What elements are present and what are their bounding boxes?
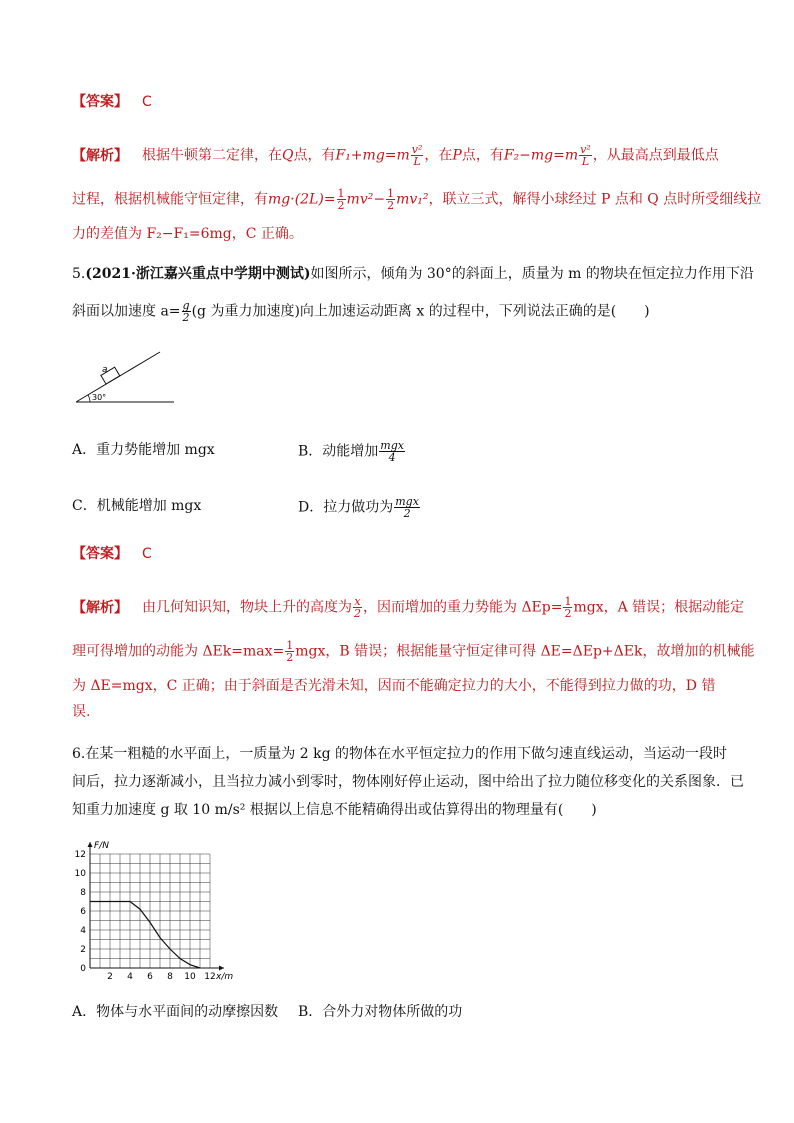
text: D．拉力做功为 bbox=[298, 499, 394, 516]
angle-label: 30° bbox=[92, 393, 107, 402]
fraction bbox=[353, 596, 362, 619]
chart-grid bbox=[90, 854, 210, 968]
q6-stem-line-2: 间后，拉力逐渐减小，且当拉力减小到零时，物体刚好停止运动，图中给出了拉力随位移变化的关系图象．已 bbox=[72, 774, 744, 790]
q6-option-b: B．合外力对物体所做的功 bbox=[298, 1004, 463, 1020]
q4-analysis-line-2 bbox=[72, 188, 761, 211]
y-tick-label: 8 bbox=[80, 888, 86, 898]
text: 理可得增加的动能为 ΔEk=max= bbox=[72, 643, 285, 660]
analysis-tag: 【解析】 bbox=[72, 599, 128, 616]
denominator: 2 bbox=[182, 311, 190, 324]
fraction bbox=[337, 188, 346, 211]
q4-analysis-line-1 bbox=[72, 144, 719, 167]
text: mgx，B 错误；根据能量守恒定律可得 ΔE=ΔEp+ΔEk，故增加的机械能 bbox=[295, 643, 755, 660]
accel-label: a bbox=[102, 365, 108, 375]
y-tick-label: 0 bbox=[80, 964, 86, 974]
denominator: 2 bbox=[387, 199, 395, 212]
equation: F₁+mg=m bbox=[335, 147, 410, 164]
answer-tag: 【答案】 bbox=[72, 546, 128, 562]
denominator: 2 bbox=[403, 507, 411, 520]
q4-analysis-line-3: 力的差值为 F₂−F₁=6mg，C 正确。 bbox=[72, 226, 303, 242]
q5-stem-line-2 bbox=[72, 300, 650, 323]
text: 如图所示，倾角为 30°的斜面上，质量为 m 的物块在恒定拉力作用下沿 bbox=[310, 266, 754, 282]
y-axis-label: F/N bbox=[94, 841, 109, 851]
text: 过程，根据机械能守恒定律，有 bbox=[72, 191, 268, 208]
q4-answer-line bbox=[72, 92, 152, 112]
q5-analysis-line-3: 为 ΔE=mgx，C 正确；由于斜面是否光滑未知，因而不能确定拉力的大小，不能得到拉力做的功，D 错 bbox=[72, 678, 716, 694]
question-number: 5. bbox=[72, 266, 86, 282]
text: (g 为重力加速度)向上加速运动距离 x 的过程中，下列说法正确的是( ) bbox=[191, 303, 650, 320]
q5-analysis-line-1 bbox=[72, 596, 744, 619]
fraction bbox=[411, 144, 424, 167]
text: P bbox=[452, 147, 462, 164]
question-source: (2021·浙江嘉兴重点中学期中测试) bbox=[85, 266, 311, 282]
denominator: 2 bbox=[564, 607, 572, 620]
q5-analysis-line-2 bbox=[72, 640, 754, 663]
equation: mv²− bbox=[346, 191, 386, 208]
numerator: 1 bbox=[564, 595, 572, 608]
q5-option-a: A．重力势能增加 mgx bbox=[72, 442, 215, 458]
text: ，联立三式，解得小球经过 P 点和 Q 点时所受细线拉 bbox=[428, 191, 762, 208]
equation: F₂−mg=m bbox=[503, 147, 579, 164]
numerator: v² bbox=[580, 143, 591, 156]
fraction bbox=[394, 496, 420, 519]
numerator: v² bbox=[411, 143, 423, 156]
y-tick-label: 2 bbox=[80, 945, 86, 955]
equation: mg·(2L)= bbox=[268, 191, 336, 208]
denominator: L bbox=[413, 155, 421, 168]
fraction bbox=[182, 300, 191, 323]
numerator: mgx bbox=[380, 439, 404, 452]
fraction bbox=[379, 440, 405, 463]
answer-value: C bbox=[142, 94, 152, 110]
denominator: L bbox=[581, 155, 590, 168]
equation: mv₁² bbox=[396, 191, 429, 208]
x-axis-label: x/m bbox=[216, 972, 234, 982]
q5-answer-line bbox=[72, 544, 152, 564]
numerator: x bbox=[354, 595, 361, 608]
force-curve bbox=[90, 902, 200, 969]
text: 由几何知识知，物块上升的高度为 bbox=[142, 599, 352, 616]
x-tick-label: 4 bbox=[127, 972, 133, 982]
y-tick-label: 10 bbox=[74, 869, 86, 879]
q6-stem-line-3: 知重力加速度 g 取 10 m/s² 根据以上信息不能精确得出或估算得出的物理量有( ) bbox=[72, 802, 597, 818]
numerator: g bbox=[182, 299, 190, 312]
x-tick-label: 12 bbox=[204, 972, 216, 982]
q5-option-d bbox=[298, 496, 421, 519]
fraction bbox=[563, 596, 572, 619]
q6-option-a: A．物体与水平面间的动摩擦因数 bbox=[72, 1004, 279, 1020]
force-displacement-chart bbox=[60, 834, 250, 984]
y-tick-label: 4 bbox=[80, 926, 86, 936]
fraction bbox=[386, 188, 395, 211]
chart-axes bbox=[88, 842, 225, 971]
x-axis-arrow bbox=[219, 966, 224, 971]
text: B．动能增加 bbox=[298, 443, 379, 460]
x-tick-label: 2 bbox=[107, 972, 113, 982]
x-tick-label: 6 bbox=[147, 972, 153, 982]
q5-stem-line-1 bbox=[72, 264, 754, 284]
q5-option-b bbox=[298, 440, 406, 463]
text: ，在 bbox=[424, 147, 453, 164]
numerator: 1 bbox=[387, 187, 395, 200]
text: 点，有 bbox=[461, 147, 504, 164]
denominator: 2 bbox=[286, 651, 294, 664]
fraction bbox=[285, 640, 294, 663]
q6-stem-line-1: 6.在某一粗糙的水平面上，一质量为 2 kg 的物体在水平恒定拉力的作用下做匀速直线运动，当运动一段时 bbox=[72, 746, 728, 762]
incline-figure bbox=[72, 344, 182, 408]
angle-arc bbox=[88, 395, 90, 402]
y-tick-label: 6 bbox=[80, 907, 86, 917]
numerator: mgx bbox=[395, 495, 419, 508]
text: 斜面以加速度 a= bbox=[72, 303, 181, 320]
q5-option-c: C．机械能增加 mgx bbox=[72, 498, 202, 514]
y-tick-label: 12 bbox=[74, 850, 86, 860]
x-tick-label: 8 bbox=[167, 972, 173, 982]
fraction bbox=[579, 144, 592, 167]
answer-tag: 【答案】 bbox=[72, 94, 128, 110]
text: Q bbox=[282, 147, 294, 164]
y-axis-arrow bbox=[88, 842, 93, 847]
numerator: 1 bbox=[286, 639, 294, 652]
text: mgx，A 错误；根据动能定 bbox=[573, 599, 745, 616]
x-tick-label: 10 bbox=[184, 972, 196, 982]
answer-value: C bbox=[142, 546, 152, 562]
denominator: 4 bbox=[388, 451, 396, 464]
numerator: 1 bbox=[337, 187, 345, 200]
text: ，因而增加的重力势能为 ΔEp= bbox=[363, 599, 563, 616]
text: ，从最高点到最低点 bbox=[592, 147, 719, 164]
denominator: 2 bbox=[354, 607, 361, 620]
q5-analysis-line-4: 误. bbox=[72, 704, 91, 720]
text: 点，有 bbox=[293, 147, 336, 164]
denominator: 2 bbox=[337, 199, 345, 212]
text: 根据牛顿第二定律，在 bbox=[142, 147, 282, 164]
analysis-tag: 【解析】 bbox=[72, 147, 128, 164]
